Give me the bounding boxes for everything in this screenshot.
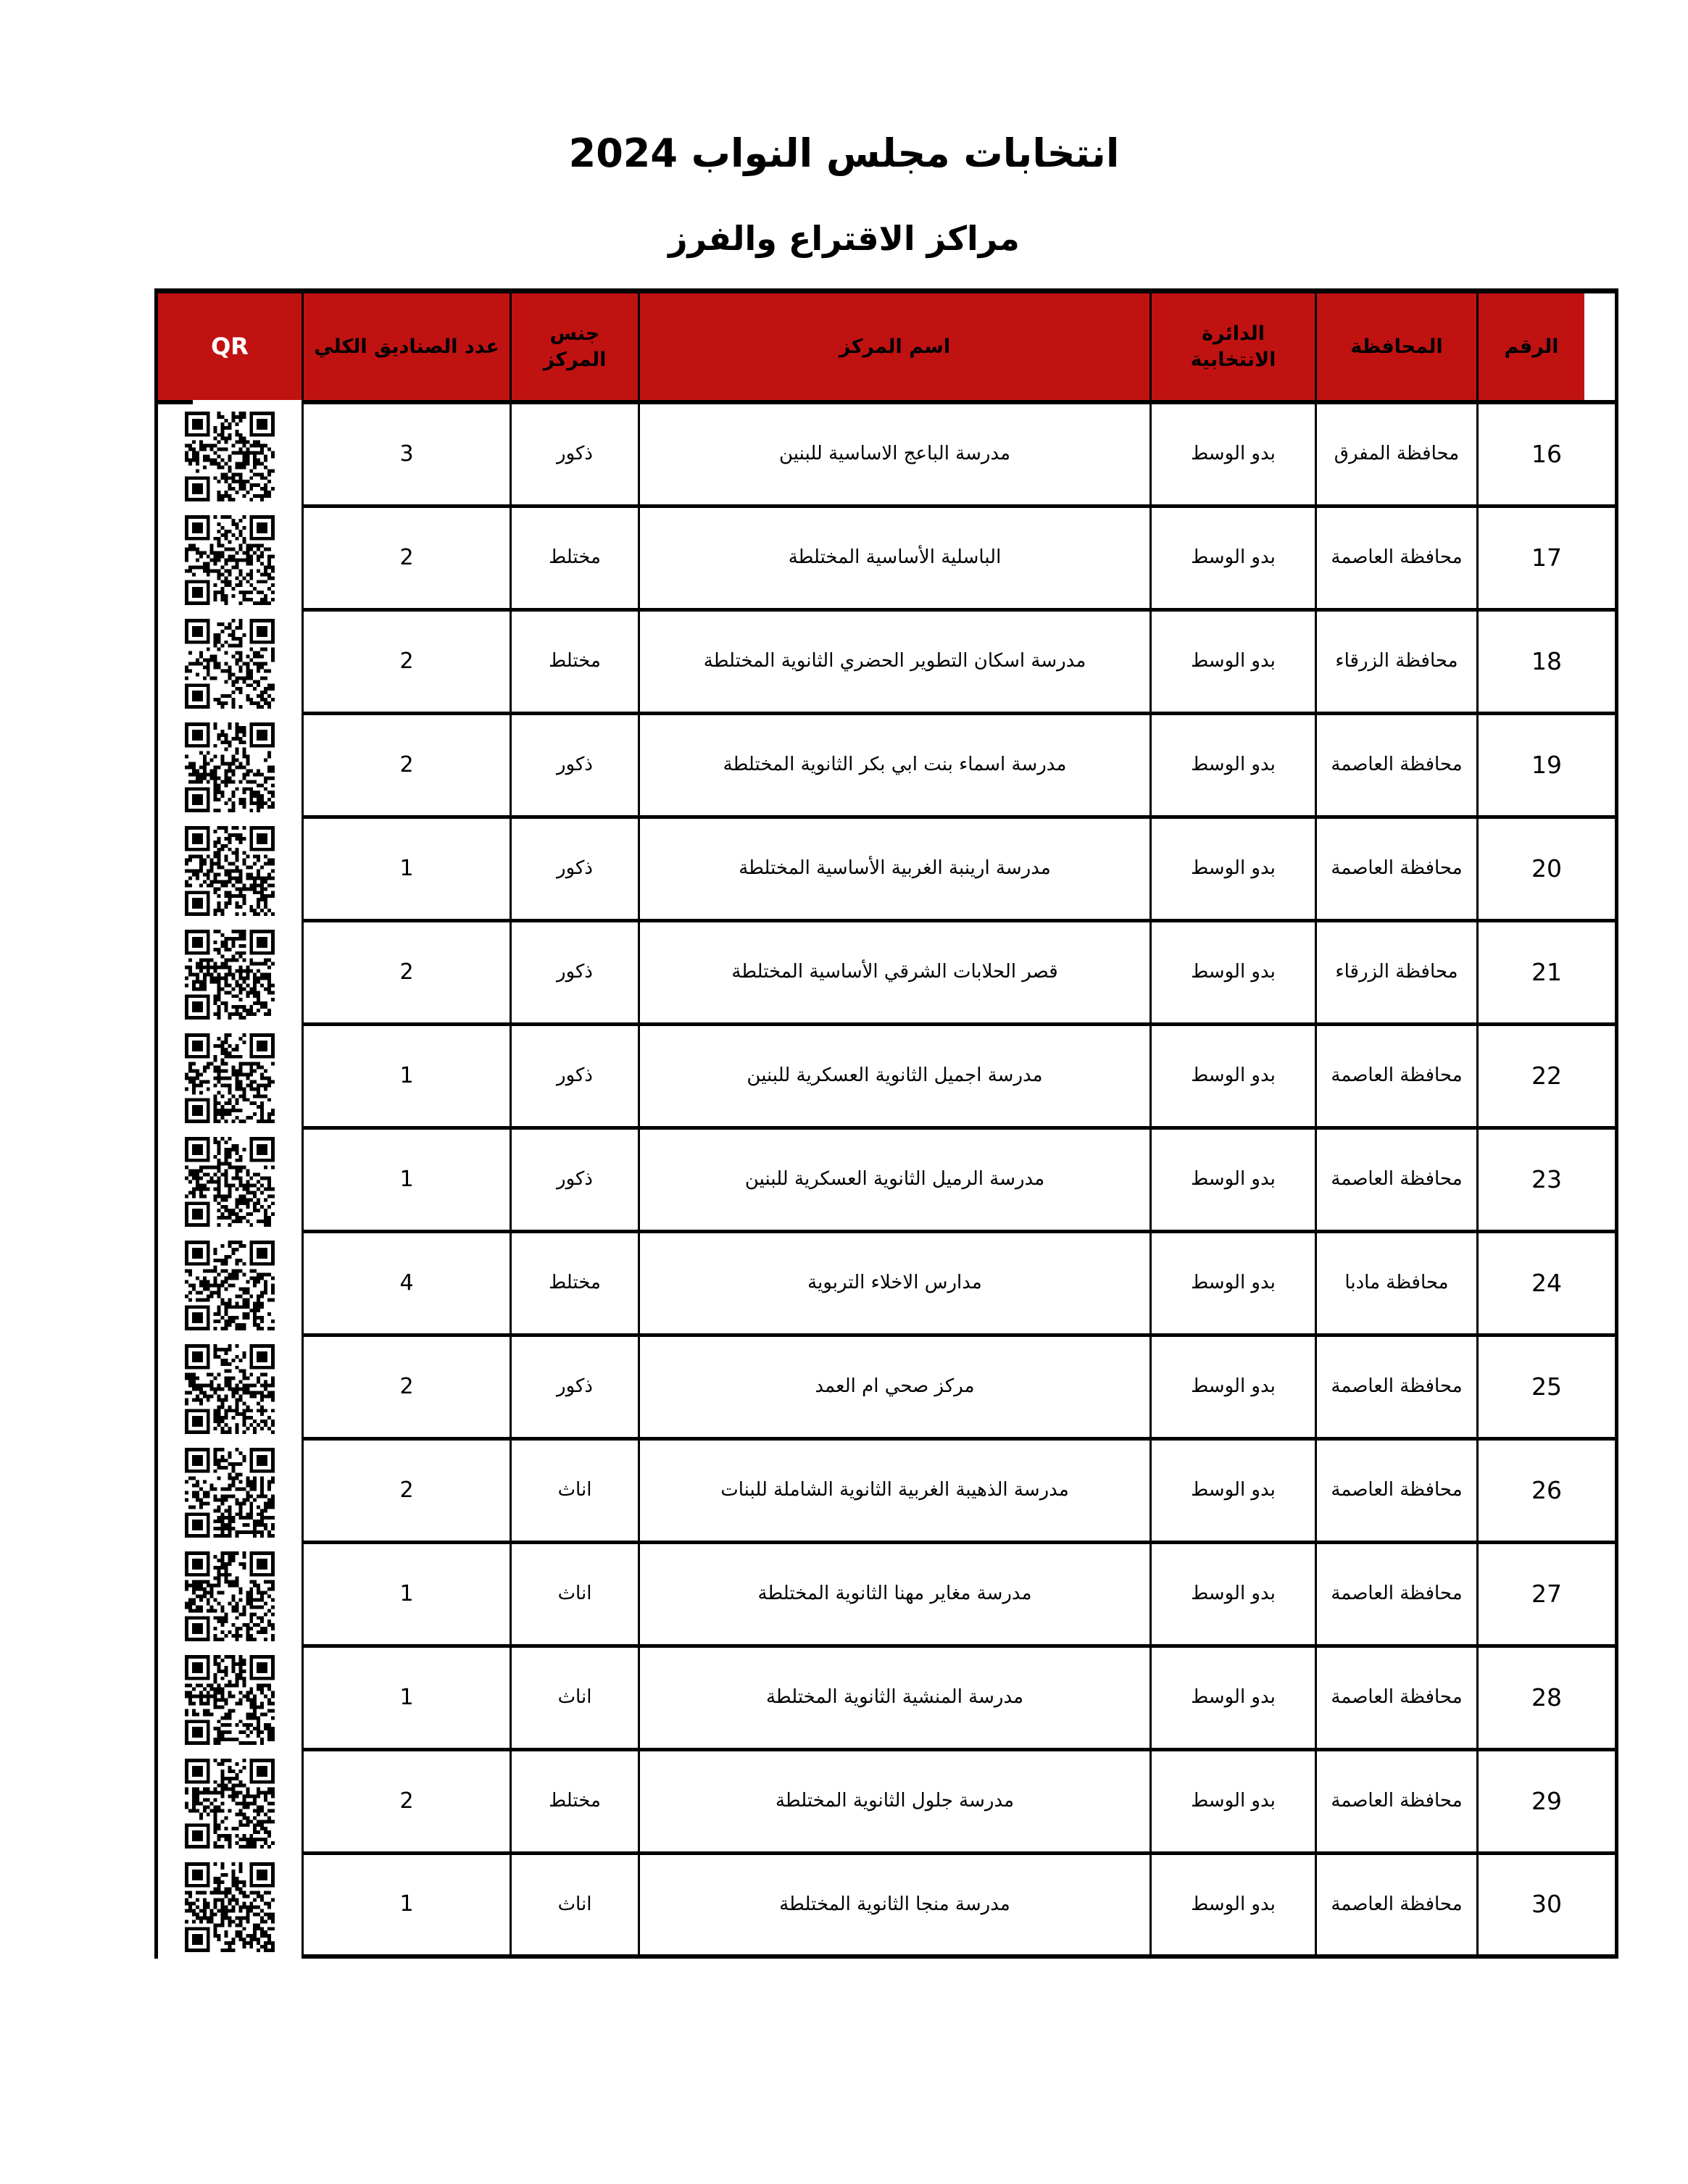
governorate-cell: محافظة العاصمة <box>1315 508 1476 612</box>
header-number-label: الرقم <box>1504 335 1559 358</box>
row-number-cell: 19 <box>1476 715 1615 819</box>
qr-cell <box>158 1026 302 1130</box>
qr-cell <box>158 1751 302 1855</box>
boxes-count-cell: 1 <box>302 1544 510 1648</box>
page-subtitle: مراكز الاقتراع والفرز <box>668 219 1020 258</box>
center-name-cell: مدرسة الباعج الاساسية للبنين <box>638 404 1149 508</box>
center-name-cell: مدرسة الرميل الثانوية العسكرية للبنين <box>638 1130 1149 1233</box>
governorate-cell: محافظة العاصمة <box>1315 819 1476 922</box>
governorate-cell: محافظة العاصمة <box>1315 1337 1476 1441</box>
governorate-cell: محافظة العاصمة <box>1315 1441 1476 1544</box>
boxes-count-cell: 1 <box>302 1855 510 1959</box>
row-number-cell: 21 <box>1476 922 1615 1026</box>
polling-centers-table <box>154 288 1618 1959</box>
row-number-cell: 18 <box>1476 612 1615 715</box>
qr-code <box>185 1862 275 1952</box>
boxes-count-cell: 3 <box>302 404 510 508</box>
governorate-cell: محافظة مادبا <box>1315 1233 1476 1337</box>
qr-cell <box>158 1233 302 1337</box>
governorate-cell: محافظة العاصمة <box>1315 1026 1476 1130</box>
district-cell: بدو الوسط <box>1149 1648 1315 1751</box>
gender-cell: مختلط <box>510 612 638 715</box>
header-qr-label: QR <box>211 332 249 360</box>
table-row <box>158 1544 1615 1648</box>
qr-code <box>185 722 275 812</box>
boxes-count-cell: 1 <box>302 1130 510 1233</box>
header-governorate: المحافظة <box>1315 293 1476 404</box>
table-row <box>158 404 1615 508</box>
row-number-cell: 30 <box>1476 1855 1615 1959</box>
header-center-name: اسم المركز <box>638 293 1149 404</box>
row-number-cell: 26 <box>1476 1441 1615 1544</box>
boxes-count-cell: 1 <box>302 819 510 922</box>
table-row <box>158 1337 1615 1441</box>
center-name-cell: مدرسة ارينبة الغربية الأساسية المختلطة <box>638 819 1149 922</box>
governorate-cell: محافظة العاصمة <box>1315 1855 1476 1959</box>
gender-cell: ذكور <box>510 1026 638 1130</box>
district-cell: بدو الوسط <box>1149 819 1315 922</box>
gender-cell: ذكور <box>510 1130 638 1233</box>
boxes-count-cell: 2 <box>302 715 510 819</box>
qr-cell <box>158 1337 302 1441</box>
qr-code <box>185 1241 275 1330</box>
qr-cell <box>158 404 302 508</box>
qr-cell <box>158 922 302 1026</box>
governorate-cell: محافظة العاصمة <box>1315 1751 1476 1855</box>
qr-cell <box>158 819 302 922</box>
center-name-cell: قصر الحلابات الشرقي الأساسية المختلطة <box>638 922 1149 1026</box>
boxes-count-cell: 2 <box>302 1751 510 1855</box>
district-cell: بدو الوسط <box>1149 1855 1315 1959</box>
governorate-cell: محافظة العاصمة <box>1315 1130 1476 1233</box>
header-boxes: عدد الصناديق الكلي <box>302 293 510 404</box>
gender-cell: ذكور <box>510 404 638 508</box>
qr-code <box>185 619 275 709</box>
table-row <box>158 1648 1615 1751</box>
boxes-count-cell: 1 <box>302 1026 510 1130</box>
table-row <box>158 1751 1615 1855</box>
table-row <box>158 1441 1615 1544</box>
gender-cell: مختلط <box>510 1751 638 1855</box>
header-district: الدائرة الانتخابية <box>1149 293 1315 404</box>
district-cell: بدو الوسط <box>1149 922 1315 1026</box>
header-border-stub <box>158 400 193 404</box>
center-name-cell: مدرسة مغاير مهنا الثانوية المختلطة <box>638 1544 1149 1648</box>
qr-cell <box>158 1648 302 1751</box>
center-name-cell: مركز صحي ام العمد <box>638 1337 1149 1441</box>
table-row <box>158 922 1615 1026</box>
gender-cell: اناث <box>510 1544 638 1648</box>
boxes-count-cell: 2 <box>302 922 510 1026</box>
center-name-cell: مدرسة اجميل الثانوية العسكرية للبنين <box>638 1026 1149 1130</box>
qr-cell <box>158 1855 302 1959</box>
table-row <box>158 1130 1615 1233</box>
gender-cell: ذكور <box>510 819 638 922</box>
row-number-cell: 24 <box>1476 1233 1615 1337</box>
boxes-count-cell: 2 <box>302 1441 510 1544</box>
boxes-count-cell: 2 <box>302 1337 510 1441</box>
center-name-cell: مدرسة منجا الثانوية المختلطة <box>638 1855 1149 1959</box>
header-gender: جنس المركز <box>510 293 638 404</box>
district-cell: بدو الوسط <box>1149 1441 1315 1544</box>
qr-code <box>185 1448 275 1538</box>
district-cell: بدو الوسط <box>1149 715 1315 819</box>
district-cell: بدو الوسط <box>1149 1544 1315 1648</box>
gender-cell: مختلط <box>510 1233 638 1337</box>
gender-cell: ذكور <box>510 1337 638 1441</box>
row-number-cell: 22 <box>1476 1026 1615 1130</box>
governorate-cell: محافظة العاصمة <box>1315 1544 1476 1648</box>
table-row <box>158 508 1615 612</box>
header-number-redfill <box>1479 293 1584 400</box>
row-number-cell: 20 <box>1476 819 1615 922</box>
row-number-cell: 27 <box>1476 1544 1615 1648</box>
gender-cell: اناث <box>510 1648 638 1751</box>
table-row <box>158 612 1615 715</box>
qr-code <box>185 1137 275 1227</box>
district-cell: بدو الوسط <box>1149 1233 1315 1337</box>
center-name-cell: مدارس الاخلاء التربوية <box>638 1233 1149 1337</box>
qr-cell <box>158 1130 302 1233</box>
district-cell: بدو الوسط <box>1149 508 1315 612</box>
qr-code <box>185 1655 275 1745</box>
header-row <box>158 293 1615 404</box>
table-row <box>158 715 1615 819</box>
governorate-cell: محافظة العاصمة <box>1315 715 1476 819</box>
gender-cell: مختلط <box>510 508 638 612</box>
center-name-cell: مدرسة جلول الثانوية المختلطة <box>638 1751 1149 1855</box>
boxes-count-cell: 2 <box>302 612 510 715</box>
district-cell: بدو الوسط <box>1149 1337 1315 1441</box>
qr-code <box>185 1033 275 1123</box>
row-number-cell: 17 <box>1476 508 1615 612</box>
qr-code <box>185 1344 275 1434</box>
qr-code <box>185 1551 275 1641</box>
header-number <box>1476 293 1615 404</box>
boxes-count-cell: 4 <box>302 1233 510 1337</box>
center-name-cell: مدرسة الذهيبة الغربية الثانوية الشاملة للبنات <box>638 1441 1149 1544</box>
table-row <box>158 1233 1615 1337</box>
gender-cell: ذكور <box>510 715 638 819</box>
district-cell: بدو الوسط <box>1149 404 1315 508</box>
row-number-cell: 25 <box>1476 1337 1615 1441</box>
district-cell: بدو الوسط <box>1149 1751 1315 1855</box>
qr-code <box>185 412 275 501</box>
qr-cell <box>158 1544 302 1648</box>
gender-cell: ذكور <box>510 922 638 1026</box>
gender-cell: اناث <box>510 1855 638 1959</box>
qr-cell <box>158 1441 302 1544</box>
district-cell: بدو الوسط <box>1149 1026 1315 1130</box>
header-qr <box>158 293 302 404</box>
qr-code <box>185 826 275 916</box>
qr-code <box>185 1759 275 1849</box>
governorate-cell: محافظة العاصمة <box>1315 1648 1476 1751</box>
center-name-cell: مدرسة اسكان التطوير الحضري الثانوية المختلطة <box>638 612 1149 715</box>
table-body <box>158 404 1615 1959</box>
qr-cell <box>158 715 302 819</box>
center-name-cell: مدرسة اسماء بنت ابي بكر الثانوية المختلطة <box>638 715 1149 819</box>
row-number-cell: 28 <box>1476 1648 1615 1751</box>
qr-cell <box>158 508 302 612</box>
district-cell: بدو الوسط <box>1149 612 1315 715</box>
qr-cell <box>158 612 302 715</box>
table-row <box>158 1026 1615 1130</box>
gender-cell: اناث <box>510 1441 638 1544</box>
qr-code <box>185 930 275 1020</box>
district-cell: بدو الوسط <box>1149 1130 1315 1233</box>
boxes-count-cell: 2 <box>302 508 510 612</box>
boxes-count-cell: 1 <box>302 1648 510 1751</box>
row-number-cell: 29 <box>1476 1751 1615 1855</box>
qr-code <box>185 515 275 605</box>
governorate-cell: محافظة المفرق <box>1315 404 1476 508</box>
center-name-cell: الباسلية الأساسية المختلطة <box>638 508 1149 612</box>
row-number-cell: 23 <box>1476 1130 1615 1233</box>
governorate-cell: محافظة الزرقاء <box>1315 922 1476 1026</box>
row-number-cell: 16 <box>1476 404 1615 508</box>
table-row <box>158 819 1615 922</box>
table-row <box>158 1855 1615 1959</box>
page-title: انتخابات مجلس النواب 2024 <box>568 130 1120 176</box>
governorate-cell: محافظة الزرقاء <box>1315 612 1476 715</box>
center-name-cell: مدرسة المنشية الثانوية المختلطة <box>638 1648 1149 1751</box>
